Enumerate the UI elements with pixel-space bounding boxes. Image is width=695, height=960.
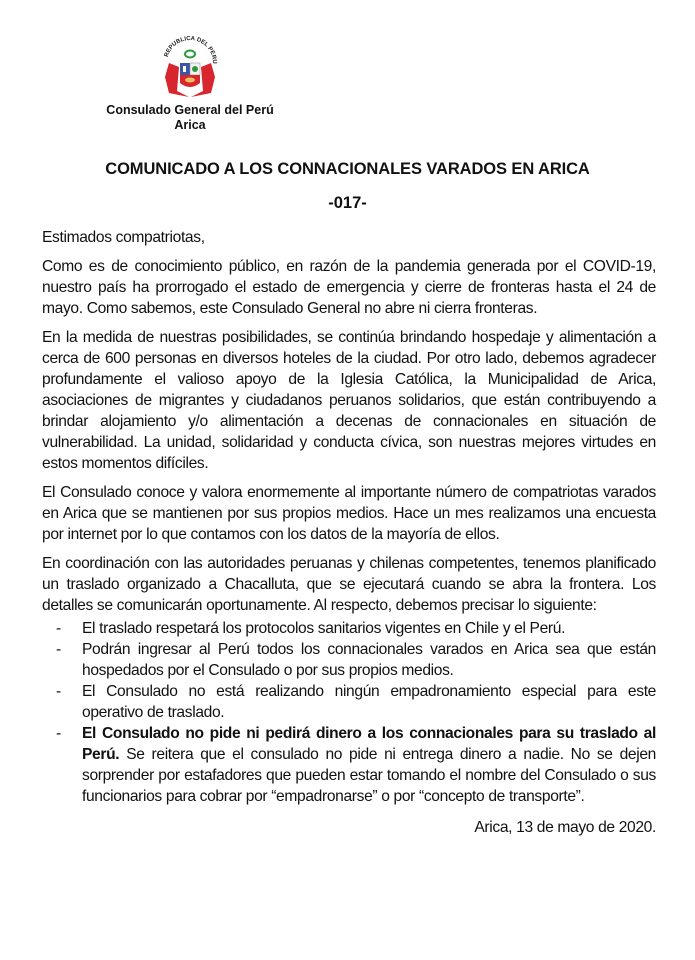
peru-coat-of-arms-logo: [155, 33, 225, 103]
list-item-bold-text: El Consulado no pide ni pedirá dinero a los connacionales para su traslado al Perú.: [82, 725, 656, 763]
list-item-text: El Consulado no está realizando ningún empadronamiento especial para este operativo de traslado.: [82, 683, 656, 721]
logo-lettering: REPUBLICA DEL PERU: [163, 35, 218, 64]
list-item-text: Se reitera que el consulado no pide ni entrega dinero a nadie. No se dejen sorprender por estafadores que pueden estar tomando el nombre del Consulado o sus funcionarios para cobrar por “empadronarse” o por “concepto de transporte”.: [82, 746, 656, 805]
bullet-marker: -: [56, 641, 61, 658]
list-item: [56, 639, 656, 681]
list-item: [56, 618, 656, 639]
bullet-marker: -: [56, 725, 61, 742]
bullet-marker: -: [56, 683, 61, 700]
consulate-name: [60, 103, 320, 133]
list-item: [56, 723, 656, 807]
org-name: Consulado General del Perú: [106, 103, 274, 117]
document-date: Arica, 13 de mayo de 2020.: [474, 819, 656, 836]
paragraph: En la medida de nuestras posibilidades, se continúa brindando hospedaje y alimentación a cerca de 600 personas en diversos hoteles de la ciudad. Por otro lado, debemos agradecer profundamente el valioso apoyo de la Iglesia Católica, la Municipalidad de Arica, asociaciones de migrantes y ciudadanos peruanos solidarios, que están contribuyendo a brindar alojamiento y/o alimentación a decenas de connacionales en situación de vulnerabilidad. La unidad, solidaridad y conducta cívica, son nuestras mejores virtudes en estos momentos difíciles.: [42, 329, 656, 472]
list-item-text: Podrán ingresar al Perú todos los connacionales varados en Arica sea que están hospedados por el Consulado o por sus propios medios.: [82, 641, 656, 679]
list-item-text: El traslado respetará los protocolos sanitarios vigentes en Chile y el Perú.: [82, 620, 566, 637]
paragraph: Como es de conocimiento público, en razón de la pandemia generada por el COVID-19, nuestro país ha prorrogado el estado de emergencia y cierre de fronteras hasta el 24 de mayo. Como sabemos, este Consulado General no abre ni cierra fronteras.: [42, 258, 656, 317]
document-body: [42, 227, 656, 838]
communique-number: -017-: [328, 194, 367, 212]
greeting: Estimados compatriotas,: [42, 229, 205, 246]
bullet-list: [42, 618, 656, 807]
bullet-marker: -: [56, 620, 61, 637]
org-city: Arica: [174, 118, 206, 132]
paragraph: En coordinación con las autoridades peruanas y chilenas competentes, tenemos planificado un traslado organizado a Chacalluta, que se ejecutará cuando se abra la frontera. Los detalles se comunicarán oportunamente. Al respecto, debemos precisar lo siguiente:: [42, 555, 656, 614]
paragraph: El Consulado conoce y valora enormemente al importante número de compatriotas varados en Arica que se mantienen por sus propios medios. Hace un mes realizamos una encuesta por internet por lo que contamos con los datos de la mayoría de ellos.: [42, 484, 656, 543]
document-title: COMUNICADO A LOS CONNACIONALES VARADOS EN ARICA: [105, 160, 590, 178]
list-item: [56, 681, 656, 723]
